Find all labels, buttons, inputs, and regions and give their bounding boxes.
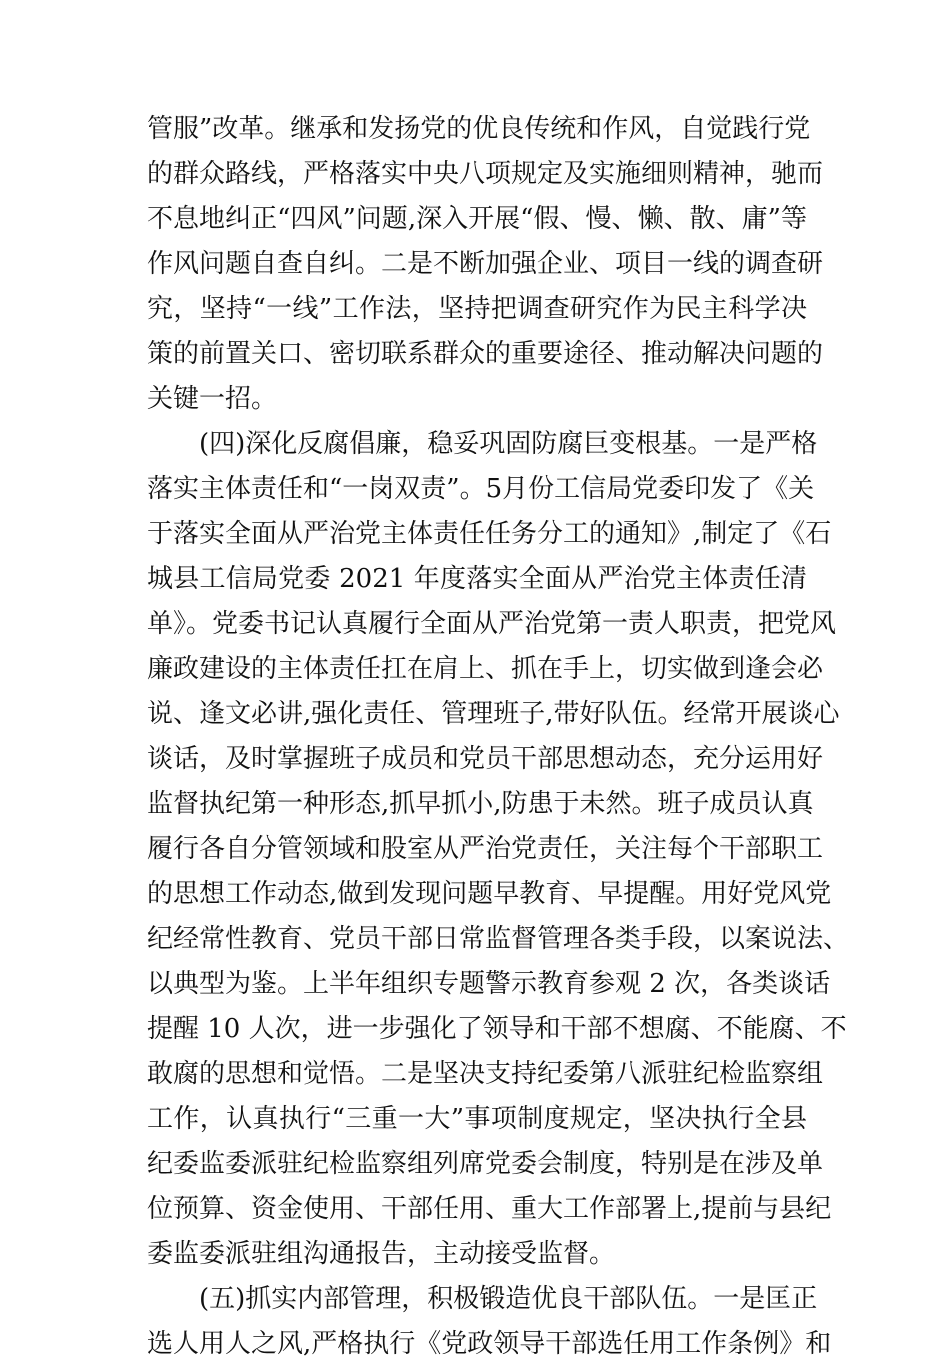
text-line: 单》。党委书记认真履行全面从严治党第一责人职责，把党风 [147, 609, 837, 639]
text-line: 说、逢文必讲,强化责任、管理班子,带好队伍。经常开展谈心 [147, 699, 840, 729]
text-line: 以典型为鉴。上半年组织专题警示教育参观 2 次，各类谈话 [147, 969, 831, 999]
text-line: 委监委派驻组沟通报告，主动接受监督。 [147, 1239, 616, 1269]
text-line: 究，坚持“一线”工作法，坚持把调查研究作为民主科学决 [147, 294, 807, 324]
text-line: 工作，认真执行“三重一大”事项制度规定，坚决执行全县 [147, 1104, 807, 1134]
text-line: 城县工信局党委 2021 年度落实全面从严治党主体责任清 [147, 564, 807, 594]
text-line: 不息地纠正“四风”问题,深入开展“假、慢、懒、散、庸”等 [147, 204, 807, 234]
text-line: 的思想工作动态,做到发现问题早教育、早提醒。用好党风党 [147, 879, 832, 909]
document-body [147, 107, 850, 1367]
text-line: 监督执纪第一种形态,抓早抓小,防患于未然。班子成员认真 [147, 789, 814, 819]
text-line: 谈话，及时掌握班子成员和党员干部思想动态，充分运用好 [147, 744, 824, 774]
text-line: 提醒 10 人次，进一步强化了领导和干部不想腐、不能腐、不 [147, 1014, 847, 1044]
text-line: 纪委监委派驻纪检监察组列席党委会制度，特别是在涉及单 [147, 1149, 824, 1179]
text-line: 履行各自分管领域和股室从严治党责任，关注每个干部职工 [147, 834, 824, 864]
text-line: 落实主体责任和“一岗双责”。5月份工信局党委印发了《关 [147, 474, 815, 504]
section-heading-line: (四)深化反腐倡廉，稳妥巩固防腐巨变根基。一是严格 [199, 429, 818, 459]
text-line: 于落实全面从严治党主体责任任务分工的通知》,制定了《石 [147, 519, 832, 549]
text-line: 管服”改革。继承和发扬党的优良传统和作风，自觉践行党 [147, 114, 811, 144]
text-line: 策的前置关口、密切联系群众的重要途径、推动解决问题的 [147, 339, 824, 369]
text-line: 作风问题自查自纠。二是不断加强企业、项目一线的调查研 [147, 249, 824, 279]
text-line: 关键一招。 [147, 384, 278, 414]
paragraph-continuation [147, 107, 824, 422]
section-heading-line: (五)抓实内部管理，积极锻造优良干部队伍。一是匡正 [199, 1284, 818, 1314]
paragraph-section-four [147, 422, 850, 1277]
text-line: 选人用人之风,严格执行《党政领导干部选任用工作条例》和 [147, 1329, 832, 1359]
paragraph-section-five [147, 1277, 832, 1367]
text-line: 的群众路线，严格落实中央八项规定及实施细则精神，驰而 [147, 159, 824, 189]
text-line: 纪经常性教育、党员干部日常监督管理各类手段，以案说法、 [147, 924, 850, 954]
text-line: 敢腐的思想和觉悟。二是坚决支持纪委第八派驻纪检监察组 [147, 1059, 824, 1089]
text-line: 位预算、资金使用、干部任用、重大工作部署上,提前与县纪 [147, 1194, 832, 1224]
text-line: 廉政建设的主体责任扛在肩上、抓在手上，切实做到逢会必 [147, 654, 824, 684]
